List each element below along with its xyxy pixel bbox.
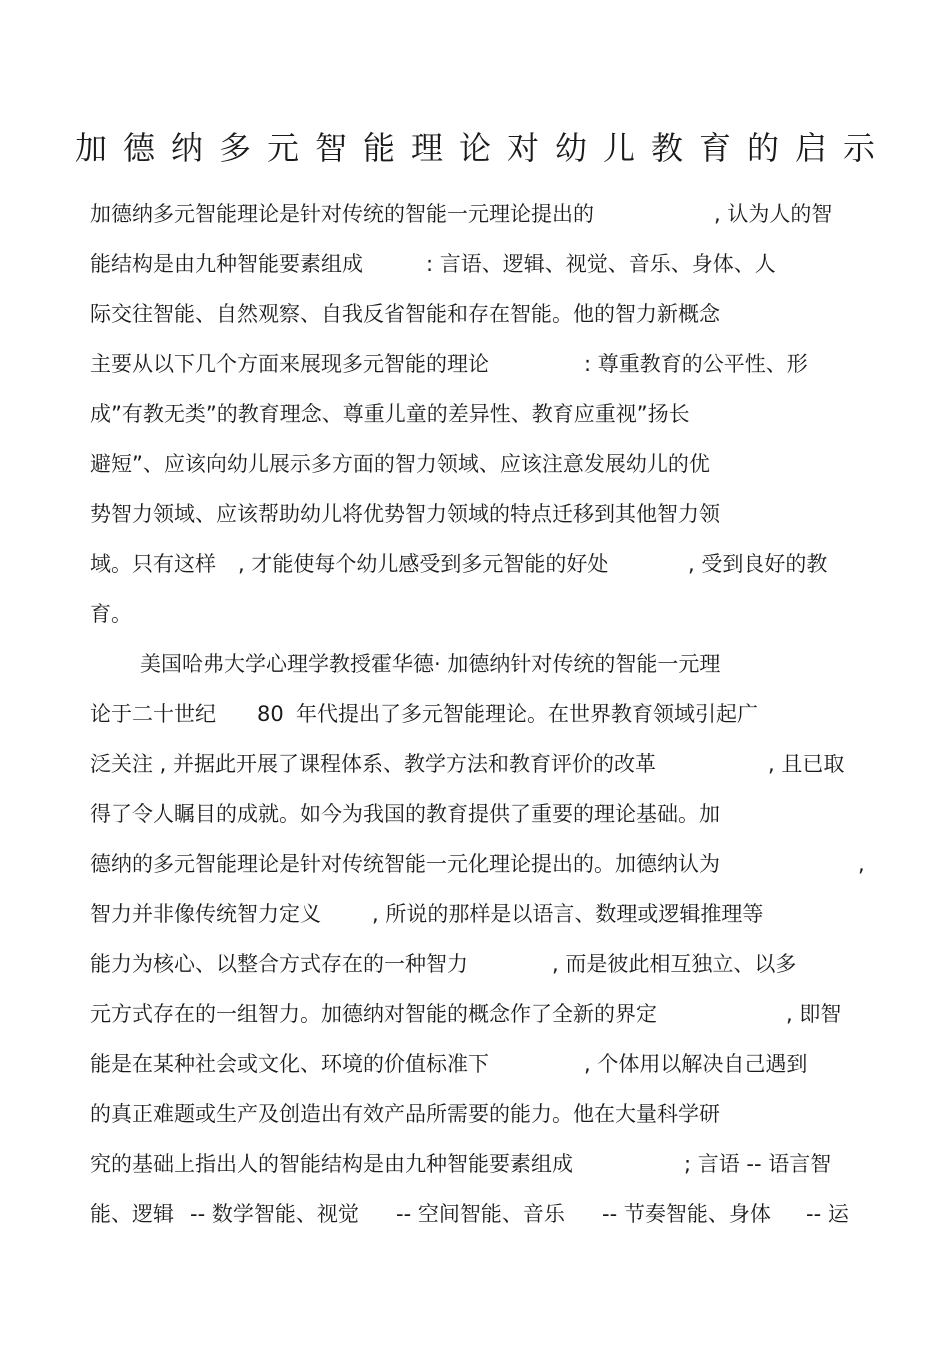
text-fragment: 势智力领域、应该帮助幼儿将优势智力领域的特点迁移到其他智力领 (90, 502, 720, 526)
text-fragment: , 且已取 (768, 752, 845, 776)
text-fragment: 能、逻辑 (90, 1202, 174, 1226)
text-fragment: , 而是彼此相互独立、以多 (552, 952, 797, 976)
text-fragment: 得了令人瞩目的成就。如今为我国的教育提供了重要的理论基础。加 (90, 802, 720, 826)
text-fragment: ; 言语 -- 语言智 (684, 1152, 832, 1176)
text-fragment: , 所说的那样是以语言、数理或逻辑推理等 (372, 902, 764, 926)
text-fragment: -- 运 (806, 1202, 849, 1226)
text-fragment: , (858, 852, 865, 876)
text-fragment: 论于二十世纪 (90, 702, 216, 726)
text-fragment: , 认为人的智 (714, 202, 833, 226)
text-fragment: 域。只有这样 (90, 552, 216, 576)
text-fragment: 智力并非像传统智力定义 (90, 902, 321, 926)
text-fragment: 究的基础上指出人的智能结构是由九种智能要素组成 (90, 1152, 573, 1176)
text-fragment: 能力为核心、以整合方式存在的一种智力 (90, 952, 468, 976)
text-fragment: 元方式存在的一组智力。加德纳对智能的概念作了全新的界定 (90, 1002, 657, 1026)
text-fragment: 的真正难题或生产及创造出有效产品所需要的能力。他在大量科学研 (90, 1102, 720, 1126)
text-fragment: 能结构是由九种智能要素组成 (90, 252, 363, 276)
text-fragment: -- 节奏智能、身体 (602, 1202, 771, 1226)
document-title: 加德纳多元智能理论对幼儿教育的启示 (74, 129, 891, 167)
text-fragment: , 才能使每个幼儿感受到多元智能的好处 (238, 552, 609, 576)
text-fragment: , 即智 (786, 1002, 842, 1026)
text-fragment: -- 数学智能、视觉 (190, 1202, 359, 1226)
text-fragment: 避短”、应该向幼儿展示多方面的智力领域、应该注意发展幼儿的优 (90, 452, 710, 476)
text-fragment: , 受到良好的教 (688, 552, 828, 576)
text-fragment: 加德纳多元智能理论是针对传统的智能一元理论提出的 (90, 202, 594, 226)
text-fragment: : 言语、逻辑、视觉、音乐、身体、人 (426, 252, 776, 276)
text-fragment: 成”有教无类”的教育理念、尊重儿童的差异性、教育应重视”扬长 (90, 402, 690, 426)
text-fragment: , 个体用以解决自己遇到 (584, 1052, 808, 1076)
text-fragment: -- 空间智能、音乐 (396, 1202, 565, 1226)
text-fragment: 美国哈弗大学心理学教授霍华德· 加德纳针对传统的智能一元理 (140, 652, 721, 676)
text-fragment: : 尊重教育的公平性、形 (584, 352, 808, 376)
text-fragment: 泛关注 , 并据此开展了课程体系、教学方法和教育评价的改革 (90, 752, 657, 776)
text-fragment: 德纳的多元智能理论是针对传统智能一元化理论提出的。加德纳认为 (90, 852, 720, 876)
text-fragment: 主要从以下几个方面来展现多元智能的理论 (90, 352, 489, 376)
text-fragment: 80 (257, 702, 284, 726)
text-fragment: 年代提出了多元智能理论。在世界教育领域引起广 (296, 702, 758, 726)
text-fragment: 能是在某种社会或文化、环境的价值标准下 (90, 1052, 489, 1076)
text-fragment: 育。 (90, 602, 132, 626)
text-fragment: 际交往智能、自然观察、自我反省智能和存在智能。他的智力新概念 (90, 302, 720, 326)
